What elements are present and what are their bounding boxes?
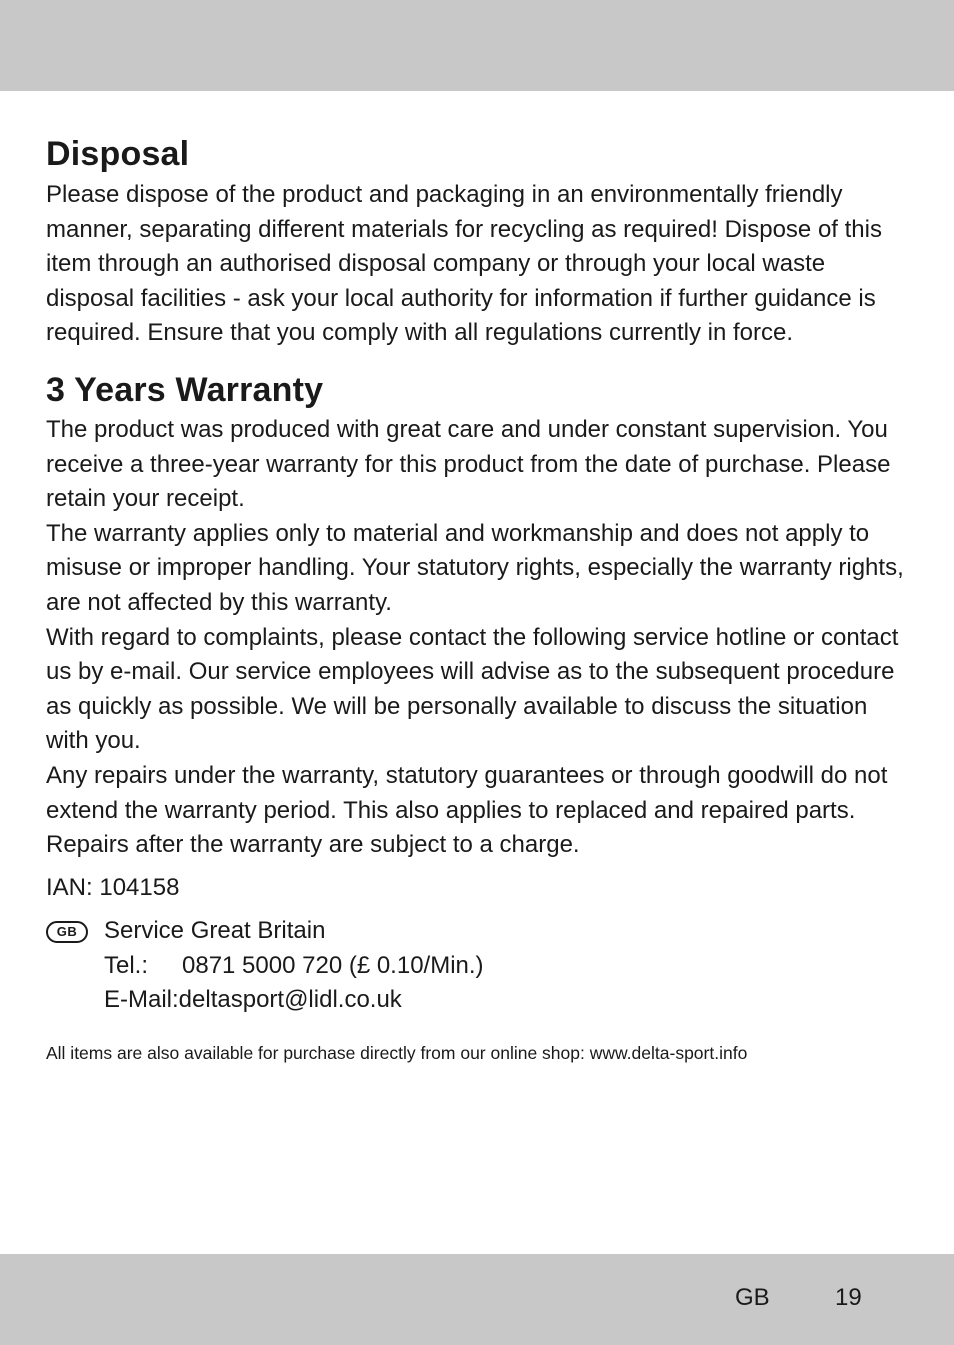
online-shop-note: All items are also available for purchase directly from our online shop: www.delta-sport.info [46, 1043, 748, 1064]
ian-number: IAN: 104158 [46, 873, 180, 901]
tel-label: Tel.: [104, 951, 149, 979]
warranty-paragraph: The warranty applies only to material and workmanship and does not apply to misuse or improper handling. Your statutory rights, especially the warranty rights, are not affected by this warranty. [46, 519, 904, 616]
disposal-text: Please dispose of the product and packaging in an environmentally friendly manner, separating different materials for recycling as required! Dispose of this item through an authorised disposal company or through your local waste disposal facilities - ask your local authority for information if further guidance is required. Ensure that you comply with all regulations currently in force. [46, 181, 882, 347]
warranty-paragraph: Any repairs under the warranty, statutory guarantees or through goodwill do not extend the warranty period. This also applies to replaced and repaired parts. Repairs after the warranty are subject to a charge. [46, 761, 888, 859]
service-email: E-Mail:deltasport@lidl.co.uk [104, 986, 402, 1014]
footer-language: GB [735, 1284, 770, 1311]
warranty-paragraph: With regard to complaints, please contact the following service hotline or contact us by e-mail. Our service employees will advise as to the subsequent procedure as quickly as possible. We will be personally available to discuss the situation with you. [46, 623, 899, 755]
warranty-heading: 3 Years Warranty [46, 370, 324, 409]
tel-number: 0871 5000 720 (£ 0.10/Min.) [182, 951, 484, 979]
page-number: 19 [835, 1284, 862, 1311]
service-contact [46, 914, 908, 1018]
disposal-heading: Disposal [46, 135, 190, 173]
gb-country-badge: GB [46, 921, 88, 943]
service-phone [104, 949, 908, 984]
page-content [46, 132, 908, 1064]
service-name: Service Great Britain [104, 917, 326, 945]
footer-band [0, 1254, 954, 1345]
warranty-paragraph: The product was produced with great care and under constant supervision. You receive a three-year warranty for this product from the date of purchase. Please retain your receipt. [46, 415, 891, 513]
header-band [0, 0, 954, 91]
